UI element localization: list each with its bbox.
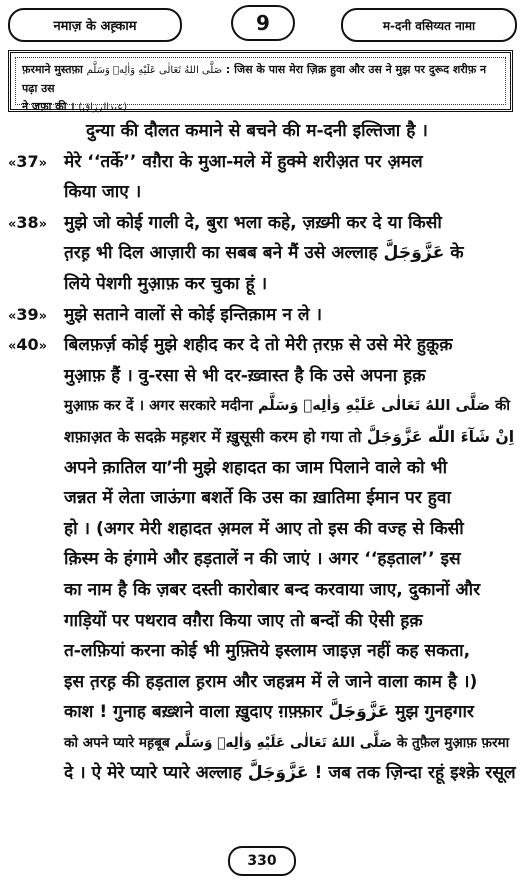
body-text	[8, 116, 517, 789]
line-text: क़िस्म के हंगामे और हड़तालें न की जाएं । अगर ‘‘हड़ताल’’ इस	[64, 549, 461, 570]
header-page-number: 9	[231, 5, 295, 41]
line-text: दे । ऐ मेरे प्यारे प्यारे अल्लाह عَزَّوَجَلَّ ! जब तक ज़िन्दा रहूं इश्क़े रसूल	[64, 763, 516, 784]
text-line	[8, 606, 517, 637]
numbered-line	[8, 147, 517, 178]
item-number: «39»	[8, 304, 48, 324]
item-number: «38»	[8, 212, 48, 232]
line-text: जन्नत में लेता जाऊंगा बशर्ते कि उस का ख़ातिमा ईमान पर हुवा	[64, 488, 451, 509]
text-line	[8, 483, 517, 514]
text-line	[8, 728, 517, 759]
header-book-title: नमाज़ के अह़्काम	[8, 8, 182, 42]
line-text: हो । (अगर मेरी शहादत अ़मल में आए तो इस की वज्ह से किसी	[64, 518, 464, 539]
line-text: इस त़रह़ की हड़ताल ह़राम और जहन्नम में ले जाने वाला काम है ।)	[64, 671, 478, 692]
line-text: मेरे ‘‘तर्के’’ वग़ैरा के मुआ-मले में हुक्मे शरीअ़त पर अ़मल	[64, 151, 423, 172]
line-text: किया जाए ।	[64, 182, 142, 203]
line-text: गाड़ियों पर पथराव वग़ैरा किया जाए तो बन्दों की ऐसी ह़क़	[64, 610, 423, 631]
text-line	[8, 391, 517, 422]
line-text: त़रह़ भी दिल आज़ारी का सबब बने मैं उसे अल्लाह عَزَّوَجَلَّ के	[64, 243, 464, 264]
line-text: शफ़ाअ़त के सदक़े मह़शर में ख़ुसूसी करम हो गया तो اِنْ شَآءَ اللّٰه عَزَّوَجَلَّ	[64, 426, 515, 446]
hadith-box	[8, 50, 513, 112]
line-text: दुन्या की दौलत कमाने से बचने की म-दनी इल्तिजा है ।	[86, 121, 428, 141]
numbered-line	[8, 208, 517, 239]
text-line	[8, 453, 517, 484]
text-line	[8, 361, 517, 392]
text-line	[8, 544, 517, 575]
text-line	[8, 177, 517, 208]
text-line	[8, 514, 517, 545]
text-line	[8, 758, 517, 789]
hadith-salawat: صَلَّى اللهُ تَعَالٰى عَلَيْهِ وَاٰلِهٖ وَسَلَّم	[86, 65, 223, 76]
numbered-line	[8, 330, 517, 361]
text-line	[8, 238, 517, 269]
text-line	[8, 575, 517, 606]
text-line	[8, 269, 517, 300]
line-text: मुझे सताने वालों से कोई इन्तिक़ाम न ले ।	[64, 304, 322, 325]
line-text: मुआ़फ़ कर दें । अगर सरकारे मदीना صَلَّى اللهُ تَعَالٰى عَلَيْهِ وَاٰلِهٖ وَسَلَّم की	[64, 398, 511, 415]
line-text: बिलफ़र्ज़ कोई मुझे शहीद कर दे तो मेरी त़रफ़ से उसे मेरे हुक़ूक़	[64, 335, 453, 356]
text-line	[8, 116, 517, 147]
hadith-box-inner	[15, 57, 506, 113]
text-line	[8, 422, 517, 453]
text-line	[8, 636, 517, 667]
line-text: का नाम है कि ज़बर दस्ती कारोबार बन्द करवाया जाए, दुकानों और	[64, 579, 481, 600]
numbered-line	[8, 300, 517, 331]
text-line	[8, 667, 517, 698]
line-text: को अपने प्यारे मह़बूब صَلَّى اللهُ تَعَالٰى عَلَيْهِ وَاٰلِهٖ وَسَلَّم के तुफ़ैल मुआ़फ़ फ़रमा	[64, 734, 510, 751]
hadith-text: : जिस के पास मेरा ज़िक्र हुवा और उस ने मुझ पर दुरूद शरीफ़ न पढ़ा उस	[22, 63, 487, 95]
header-chapter-title: म-दनी वसिय्यत नामा	[341, 8, 517, 42]
line-text: अपने क़ातिल या’नी मुझे शहादत का जाम पिलाने वाले को भी	[64, 457, 448, 478]
line-text: मुआ़फ़ हैं । वु-रसा से भी दर-ख़्वास्त है कि उसे अपना ह़क़	[64, 365, 426, 386]
item-number: «37»	[8, 151, 48, 171]
line-text: मुझे जो कोई गाली दे, बुरा भला कहे, ज़ख़्मी कर दे या किसी	[64, 212, 442, 233]
line-text: काश ! गुनाह बख़्शने वाला ख़ुदाए ग़फ़्फ़ार عَزَّوَجَلَّ मुझ गुनहगार	[64, 702, 474, 723]
hadith-lead: फ़रमाने मुस्तफ़ा	[22, 63, 83, 76]
footer-page-number: 330	[228, 846, 296, 876]
text-line	[8, 697, 517, 728]
line-text: त-लफ़ियां करना कोई भी मुफ़्तिये इस्लाम जाइज़ नहीं कह सकता,	[64, 641, 471, 662]
line-text: लिये पेशगी मुआ़फ़ कर चुका हूं ।	[64, 273, 268, 294]
item-number: «40»	[8, 335, 48, 355]
hadith-source: (عبدالرزاق)	[78, 102, 128, 113]
hadith-text-2: ने जफ़ा की ।	[22, 100, 75, 113]
